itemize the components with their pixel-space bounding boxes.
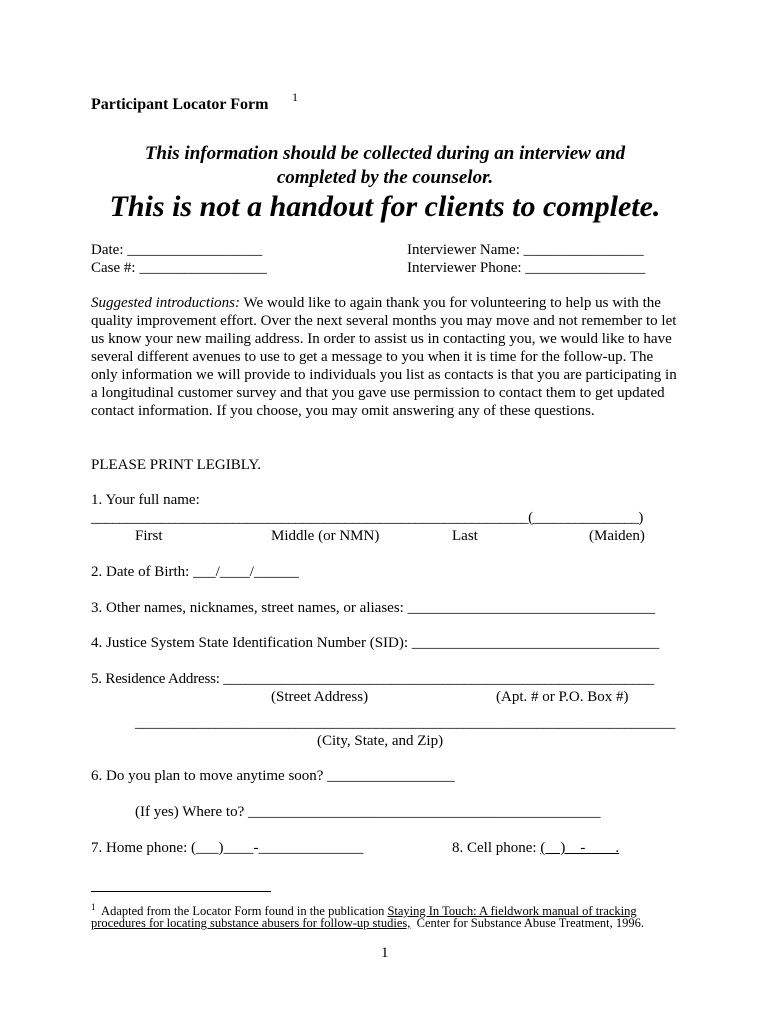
- middle-name-caption: Middle (or NMN): [271, 528, 380, 544]
- intro-paragraph: [91, 294, 681, 420]
- intro-text: We would like to again thank you for volunteering to help us with the quality improvement effort. Over the next several months you may move and not remember to let us know your new mailing address. In order to assist us in contacting you, we would like to have several different avenues to use to get a message to you when it is time for the follow-up. The only information we will provide to individuals you list as contacts is that you are participating in a longitudinal customer survey and that you gave use permission to contact them to get updated contact information. If you choose, you may omit answering any of these questions.: [91, 295, 677, 419]
- handout-warning: This is not a handout for clients to complete.: [109, 190, 661, 223]
- street-address-caption: (Street Address): [271, 689, 369, 705]
- footnote-marker: 1: [91, 902, 96, 912]
- city-state-zip-field[interactable]: __________________________________________________________________________: [135, 715, 676, 731]
- page-title: [91, 96, 268, 114]
- intro-label: Suggested introductions:: [91, 295, 241, 311]
- footnote-intro-text: Adapted from the Locator Form found in the publication: [95, 904, 388, 919]
- maiden-name-caption: (Maiden): [589, 528, 645, 544]
- print-instruction: PLEASE PRINT LEGIBLY.: [91, 457, 262, 473]
- case-number-field[interactable]: Case #: _________________: [91, 260, 267, 276]
- notice-line-2: completed by the counselor.: [276, 167, 494, 188]
- home-phone-field[interactable]: 7. Home phone: (___)____-______________: [91, 840, 364, 856]
- page-title-text: Participant Locator Form: [91, 96, 269, 113]
- first-name-caption: First: [135, 528, 163, 544]
- interviewer-name-field[interactable]: Interviewer Name: ________________: [407, 242, 644, 258]
- page-number: 1: [381, 945, 389, 961]
- footnote-publication-title-2: procedures for locating substance abusers for follow-up studies,: [91, 916, 411, 930]
- footnote-line-2: [91, 915, 644, 931]
- city-state-zip-caption: (City, State, and Zip): [317, 733, 444, 749]
- sid-field[interactable]: 4. Justice System State Identification Number (SID): _________________________________: [91, 635, 660, 651]
- date-field[interactable]: Date: __________________: [91, 242, 263, 258]
- interviewer-phone-field[interactable]: Interviewer Phone: ________________: [407, 260, 646, 276]
- full-name-field[interactable]: ______________________________________________________________(_______________): [91, 510, 643, 526]
- notice-line-1: This information should be collected during an interview and: [144, 143, 626, 164]
- footnote-reference: 1: [292, 90, 298, 104]
- footnote-source-text: Center for Substance Abuse Treatment, 1996.: [410, 916, 645, 930]
- footnote-publication-title-1: Staying In Touch: A fieldwork manual of tracking: [387, 904, 637, 919]
- date-of-birth-field[interactable]: 2. Date of Birth: ___/____/______: [91, 564, 299, 580]
- cell-phone-field[interactable]: [452, 839, 619, 857]
- cell-phone-label: 8. Cell phone:: [452, 840, 541, 856]
- q1-label: 1. Your full name:: [91, 492, 200, 508]
- apt-caption: (Apt. # or P.O. Box #): [496, 689, 629, 705]
- last-name-caption: Last: [452, 528, 478, 544]
- residence-address-field[interactable]: 5. Residence Address: ___________________________________________________________: [91, 671, 654, 687]
- aliases-field[interactable]: 3. Other names, nicknames, street names, or aliases: _________________________________: [91, 600, 656, 616]
- footnote-separator: [91, 891, 271, 892]
- move-soon-field[interactable]: 6. Do you plan to move anytime soon? _________________: [91, 768, 455, 784]
- move-destination-field[interactable]: (If yes) Where to? _______________________________________________: [135, 804, 601, 820]
- cell-phone-blank[interactable]: ( ) - .: [540, 840, 620, 856]
